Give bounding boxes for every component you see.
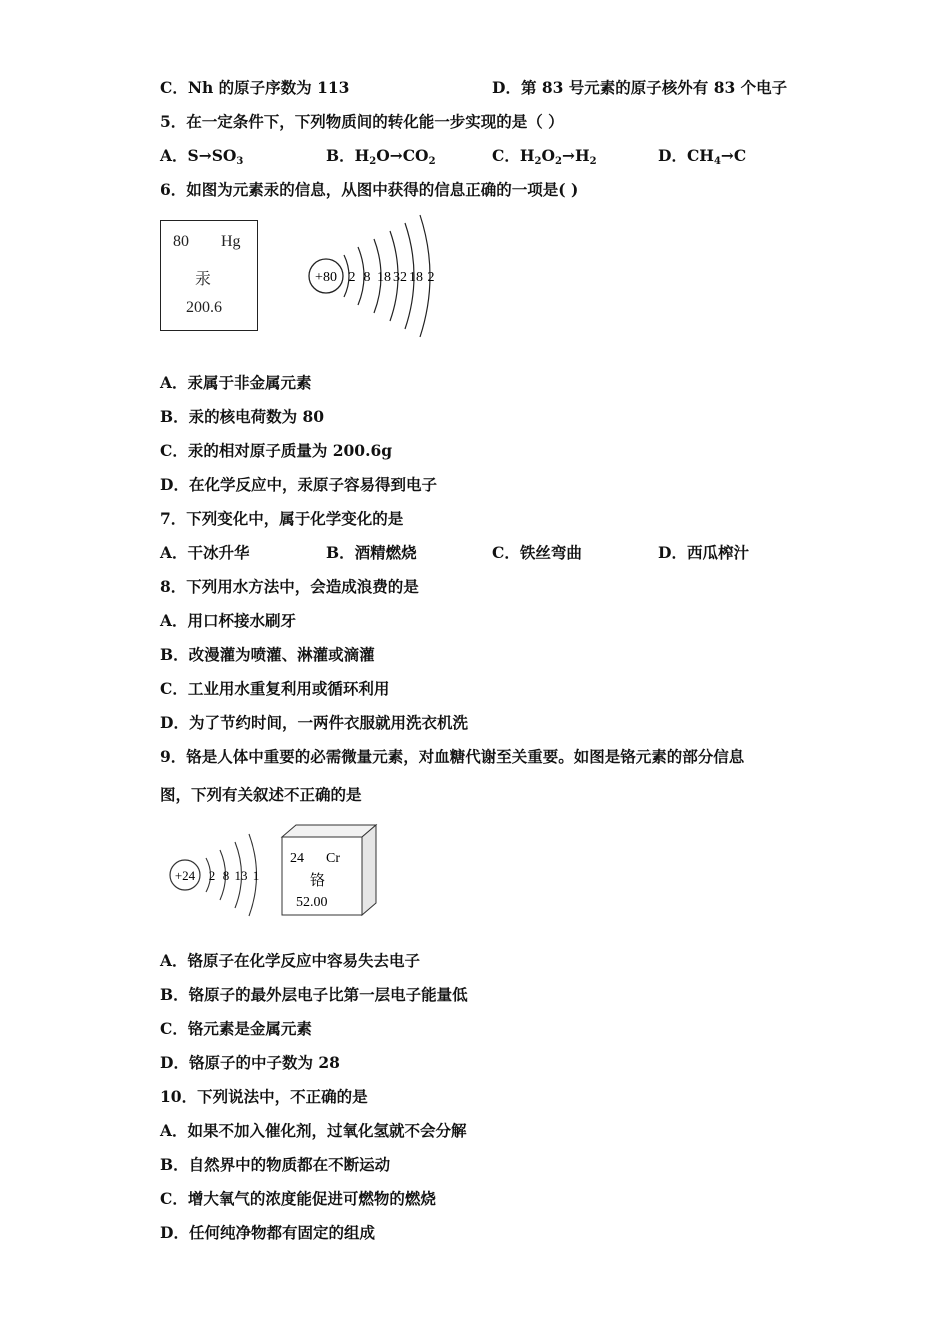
chromium-shell-electrons: 8 (222, 868, 230, 883)
mercury-shell-electrons: 2 (348, 270, 356, 285)
mercury-element-card (160, 220, 258, 331)
chromium-card-top-face (282, 825, 376, 837)
mercury-name: 汞 (195, 269, 212, 288)
chromium-nucleus-charge: +24 (174, 868, 196, 883)
mercury-shell-electrons: 32 (393, 270, 407, 285)
chromium-symbol: Cr (326, 851, 340, 866)
q10-option-c: C．增大氧气的浓度能促进可燃物的燃烧 (160, 1189, 436, 1208)
q5-option-d: D．$CH_4\to C$ (658, 146, 747, 167)
q9-option-d: D．铬原子的中子数为 28 (160, 1053, 340, 1072)
q8-stem: 8．下列用水方法中，会造成浪费的是 (160, 577, 419, 596)
q4-option-c: C．Nh 的原子序数为 113 (160, 78, 350, 97)
q7-option-c: C．铁丝弯曲 (492, 543, 582, 562)
q5-option-a: A．$S\to SO_3$ (160, 146, 244, 167)
q10-option-b: B．自然界中的物质都在不断运动 (160, 1155, 391, 1174)
chromium-element-card (280, 823, 380, 917)
mercury-symbol: Hg (221, 233, 241, 250)
chromium-shell-electrons: 1 (252, 868, 260, 883)
q7-option-d: D．西瓜榨汁 (658, 543, 749, 562)
q6-option-b: B．汞的核电荷数为 80 (160, 407, 325, 426)
mercury-nucleus-charge: +80 (315, 270, 337, 285)
q9-stem-line1: 9．铬是人体中重要的必需微量元素，对血糖代谢至关重要。如图是铬元素的部分信息 (160, 747, 745, 766)
q7-stem: 7．下列变化中，属于化学变化的是 (160, 509, 404, 528)
q9-option-a: A．铬原子在化学反应中容易失去电子 (160, 951, 421, 970)
mercury-shell-electrons: 18 (409, 270, 423, 285)
q8-option-c: C．工业用水重复利用或循环利用 (160, 679, 390, 698)
q5-option-c: C．$H_2O_2\to H_2$ (492, 146, 597, 167)
q5-option-b: B．$H_2O\to CO_2$ (326, 146, 436, 167)
chromium-atom-structure-diagram (165, 830, 270, 922)
q7-option-b: B．酒精燃烧 (326, 543, 417, 562)
q6-option-a: A．汞属于非金属元素 (160, 373, 312, 392)
chromium-card-side-face (362, 825, 376, 915)
chromium-atomic-number: 24 (290, 851, 304, 866)
q10-stem: 10．下列说法中，不正确的是 (160, 1087, 368, 1106)
q9-option-b: B．铬原子的最外层电子比第一层电子能量低 (160, 985, 468, 1004)
q9-stem-line2: 图，下列有关叙述不正确的是 (160, 785, 362, 804)
q8-option-b: B．改漫灌为喷灌、淋灌或滴灌 (160, 645, 375, 664)
chromium-atomic-mass: 52.00 (296, 895, 328, 910)
q6-stem: 6．如图为元素汞的信息，从图中获得的信息正确的一项是( ) (160, 180, 579, 199)
chromium-shell-electrons: 13 (234, 868, 248, 883)
mercury-atomic-number: 80 (173, 233, 189, 250)
q10-option-d: D．任何纯净物都有固定的组成 (160, 1223, 375, 1242)
q8-option-d: D．为了节约时间，一两件衣服就用洗衣机洗 (160, 713, 468, 732)
q8-option-a: A．用口杯接水刷牙 (160, 611, 297, 630)
q9-option-c: C．铬元素是金属元素 (160, 1019, 312, 1038)
q6-option-c: C．汞的相对原子质量为 200.6g (160, 441, 393, 460)
q5-stem: 5．在一定条件下，下列物质间的转化能一步实现的是（ ） (160, 112, 564, 131)
mercury-atom-structure-diagram (300, 205, 450, 340)
mercury-shell-electrons: 18 (377, 270, 391, 285)
chromium-shell-electrons: 2 (208, 868, 216, 883)
mercury-atomic-mass: 200.6 (186, 299, 222, 316)
q4-option-d: D．第 83 号元素的原子核外有 83 个电子 (492, 78, 788, 97)
q7-option-a: A．干冰升华 (160, 543, 250, 562)
mercury-shell-electrons: 8 (363, 270, 371, 285)
chromium-name: 铬 (310, 873, 326, 889)
mercury-shell-electrons: 2 (427, 270, 435, 285)
q6-option-d: D．在化学反应中，汞原子容易得到电子 (160, 475, 437, 494)
q10-option-a: A．如果不加入催化剂，过氧化氢就不会分解 (160, 1121, 467, 1140)
